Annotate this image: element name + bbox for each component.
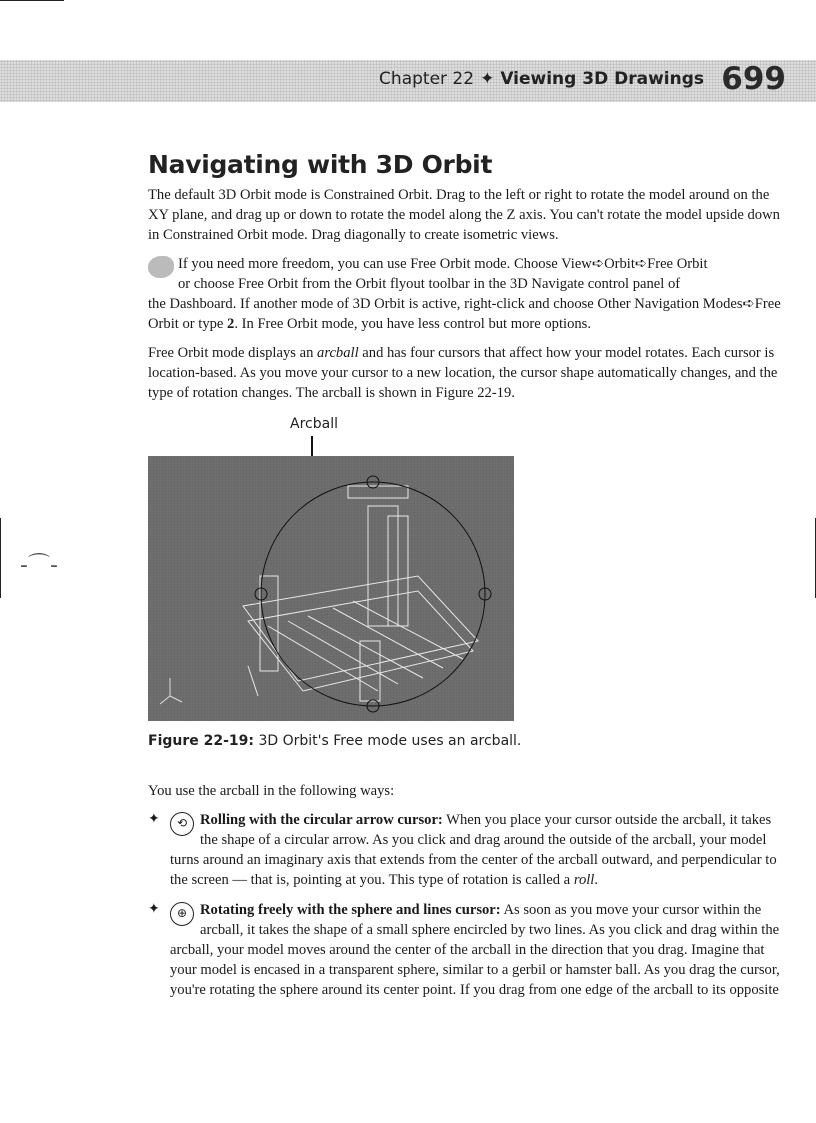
section-body [148, 150, 788, 412]
caption-label: Figure 22-19: [148, 733, 254, 749]
paragraph-arcball [148, 343, 788, 403]
note-icon [148, 256, 174, 278]
para3-em: arcball [317, 345, 359, 361]
caption-text: 3D Orbit's Free mode uses an arcball. [254, 733, 522, 749]
binding-mark-left [0, 518, 1, 598]
para3-b: and has four cursors that affect how your model rotates. Each cursor is location-based. As you move your cursor to a new location, the cursor shape automatically changes, and the type of rotation changes. The arcball is shown in Figure 22-19. [148, 345, 778, 401]
bullet-roll-text: When you place your cursor outside the arcball, it takes the shape of a circular arrow. As you click and drag around the outside of the arcball, your model turns around an imaginary axis that extends from the center of the arcball outward, and perpendicular to the screen — that is, pointing at you. This type of rotation is called a [170, 812, 777, 888]
para3-a: Free Orbit mode displays an [148, 345, 318, 361]
figure-caption [148, 733, 521, 749]
page-number: 699 [721, 61, 786, 97]
note-key: 2 [227, 316, 235, 332]
viewport-background [148, 456, 514, 721]
figure-arcball-screenshot [148, 456, 514, 721]
chapter-label: Chapter 22 [379, 69, 475, 89]
figure-callout-label: Arcball [290, 416, 338, 432]
figure-drawing [148, 456, 514, 721]
crop-mark-icon: -⌒- [20, 553, 58, 578]
sphere-lines-cursor-icon: ⊕ [170, 902, 194, 926]
paragraph-constrained-orbit: The default 3D Orbit mode is Constrained Orbit. Drag to the left or right to rotate the model around on the XY plane, and drag up or down to rotate the model along the Z axis. You can't rotate the model upside down in Constrained Orbit mode. Drag diagonally to create isometric views. [148, 187, 780, 243]
usage-intro: You use the arcball in the following ways: [148, 783, 395, 799]
usage-section [148, 781, 788, 1010]
chapter-title: Viewing 3D Drawings [500, 69, 704, 89]
circular-arrow-cursor-icon: ⟲ [170, 812, 194, 836]
bullet-free-lead: Rotating freely with the sphere and lines cursor: [200, 902, 501, 918]
bullet-icon: ✦ [148, 902, 160, 917]
running-head [379, 69, 704, 89]
bullet-free-rotate [148, 900, 788, 1000]
bullet-roll-lead: Rolling with the circular arrow cursor: [200, 812, 443, 828]
top-rule [0, 0, 64, 1]
note-line1: If you need more freedom, you can use Free Orbit mode. Choose View➪Orbit➪Free Orbit [178, 256, 708, 272]
section-heading: Navigating with 3D Orbit [148, 150, 493, 179]
note-line4: . In Free Orbit mode, you have less control but more options. [234, 316, 592, 332]
bullet-roll-em: roll [573, 872, 595, 888]
bullet-icon: ✦ [148, 812, 160, 827]
separator-icon: ✦ [480, 69, 495, 89]
bullet-roll-end: . [594, 872, 599, 888]
note-line2: or choose Free Orbit from the Orbit flyout toolbar in the 3D Navigate control panel of [178, 276, 681, 292]
note-block [148, 254, 788, 334]
bullet-free-text: As soon as you move your cursor within the arcball, it takes the shape of a small sphere encircled by two lines. As you click and drag within the arcball, your model moves around the center of the arcball in the direction that you drag. Imagine that your model is encased in a transparent sphere, similar to a gerbil or hamster ball. As you drag the cursor, you're rotating the sphere around its center point. If you drag from one edge of the arcball to its opposite [170, 902, 780, 998]
note-line3: the Dashboard. If another mode of 3D Orbit is active, right-click and choose Other Navigation Modes➪Free Orbit or type [148, 296, 781, 332]
note-paragraph [148, 254, 788, 334]
bullet-roll [148, 810, 788, 890]
